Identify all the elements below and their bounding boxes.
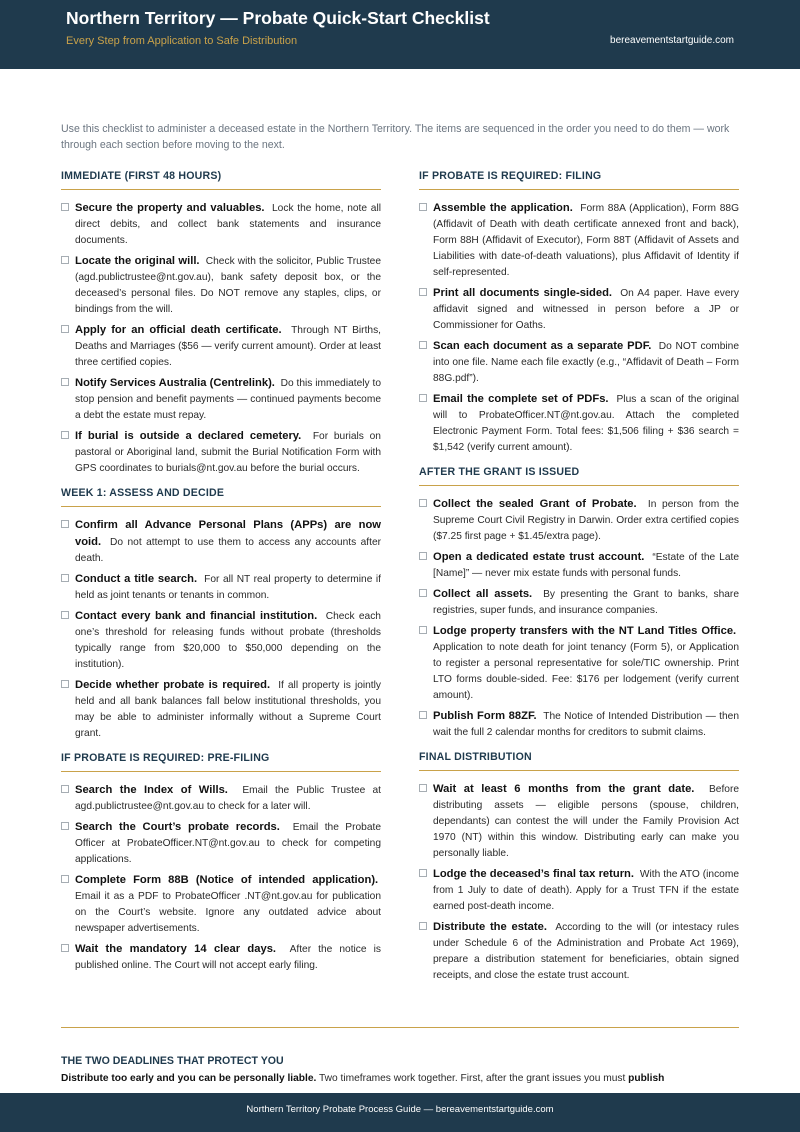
item-title: Collect all assets. [433, 588, 533, 600]
item-text: In person from the Supreme Court Civil Registry in Darwin. Order extra certified copies ($7.25 first page + $1.45/extra page). [433, 499, 739, 542]
checklist-item [61, 571, 381, 604]
item-title: Complete Form 88B (Notice of intended application). [75, 874, 379, 886]
item-text: The Notice of Intended Distribution — then wait the full 2 calendar months for creditors to submit claims. [433, 711, 739, 738]
item-text: After the notice is published online. The Court will not accept early filing. [75, 944, 381, 971]
checklist-item [61, 677, 381, 742]
checklist-item [419, 623, 739, 704]
checkbox[interactable] [419, 394, 427, 402]
deadlines-body: Two timeframes work together. First, after the grant issues you must [318, 1073, 626, 1084]
item-title: Wait the mandatory 14 clear days. [75, 943, 277, 955]
deadlines-heading: THE TWO DEADLINES THAT PROTECT YOU [61, 1055, 284, 1067]
checklist-item [419, 586, 739, 619]
item-text: Form 88A (Application), Form 88G (Affidavit of Death with death certificate annexed front and back), Form 88H (Affidavit of Executor), Form 88T (Affidavit of Assets and Liabilities with date-of-death valuations), plus Affidavit of Identity if self-represented. [433, 203, 739, 278]
item-text: Before distributing assets — eligible persons (spouse, children, dependants) can contest the will under the Family Provision Act 1970 (NT) within this window. Distributing early can make you personally liable. [433, 784, 739, 859]
checklist-item [61, 253, 381, 318]
item-text: By presenting the Grant to banks, share registries, super funds, and insurance companies. [433, 589, 739, 616]
checklist-item [61, 375, 381, 424]
item-text: Plus a scan of the original will to ProbateOfficer.NT@nt.gov.au. Attach the completed Electronic Payment Form. Total fees: $1,506 filing + $36 search = $1,542 (verify current amount). [433, 394, 739, 453]
section-heading: IF PROBATE IS REQUIRED: PRE-FILING [61, 752, 381, 772]
item-title: Lodge property transfers with the NT Land Titles Office. [433, 625, 737, 637]
page-subtitle: Every Step from Application to Safe Distribution [66, 35, 298, 47]
intro-text: Use this checklist to administer a deceased estate in the Northern Territory. The items are sequenced in the order you need to do them — work through each section before moving to the next. [61, 123, 730, 151]
item-title: Conduct a title search. [75, 573, 198, 585]
checkbox[interactable] [419, 626, 427, 634]
right-column [419, 170, 739, 994]
deadlines-strong: Distribute too early and you can be personally liable. [61, 1073, 317, 1084]
item-title: Apply for an official death certificate. [75, 324, 282, 336]
section-divider [61, 1027, 739, 1028]
item-text: Email the Public Trustee at agd.publictrustee@nt.gov.au to check for a later will. [75, 785, 381, 812]
deadlines-text [61, 1073, 741, 1084]
checklist-item [419, 781, 739, 862]
checklist-item [419, 919, 739, 984]
checkbox[interactable] [61, 520, 69, 528]
checkbox[interactable] [61, 431, 69, 439]
checklist-section [61, 487, 381, 742]
item-title: Publish Form 88ZF. [433, 710, 537, 722]
page-title: Northern Territory — Probate Quick-Start Checklist [66, 8, 490, 28]
checklist-item [419, 708, 739, 741]
checklist-item [61, 200, 381, 249]
checklist-item [61, 517, 381, 567]
item-title: Scan each document as a separate PDF. [433, 340, 652, 352]
checkbox[interactable] [61, 785, 69, 793]
checkbox[interactable] [61, 378, 69, 386]
checkbox[interactable] [61, 203, 69, 211]
checklist-item [61, 322, 381, 371]
section-heading: AFTER THE GRANT IS ISSUED [419, 466, 739, 486]
checklist-item [61, 608, 381, 673]
item-title: Print all documents single-sided. [433, 287, 613, 299]
checklist-item [61, 819, 381, 868]
item-text: With the ATO (income from 1 July to date of death). Apply for a Trust TFN if the estate earned post-death income. [433, 869, 739, 912]
item-text: Check each one’s threshold for releasing funds without probate (thresholds typically range from $20,000 to $50,000 depending on the institution). [75, 611, 381, 670]
item-title: If burial is outside a declared cemetery. [75, 430, 302, 442]
item-text: Do this immediately to stop pension and benefit payments — continued payments become a debt the estate must repay. [75, 378, 381, 421]
item-title: Confirm all Advance Personal Plans (APPs) are now void. [75, 519, 381, 548]
section-heading: WEEK 1: ASSESS AND DECIDE [61, 487, 381, 507]
checkbox[interactable] [61, 680, 69, 688]
item-text: For burials on pastoral or Aboriginal land, submit the Burial Notification Form with GPS coordinates to burials@nt.gov.au before the burial occurs. [75, 431, 381, 474]
page-header [0, 0, 800, 69]
checkbox[interactable] [419, 869, 427, 877]
checkbox[interactable] [419, 288, 427, 296]
checkbox[interactable] [61, 325, 69, 333]
item-title: Open a dedicated estate trust account. [433, 551, 645, 563]
item-title: Search the Index of Wills. [75, 784, 228, 796]
deadlines-tail: publish [628, 1073, 665, 1084]
item-title: Search the Court’s probate records. [75, 821, 280, 833]
item-text: Do not attempt to use them to access any accounts after death. [75, 537, 381, 564]
checkbox[interactable] [61, 256, 69, 264]
checklist-section [419, 751, 739, 984]
item-title: Secure the property and valuables. [75, 202, 265, 214]
checklist-item [419, 338, 739, 387]
item-text: Check with the solicitor, Public Trustee (agd.publictrustee@nt.gov.au), bank safety deposit box, or the deceased’s personal files. Do NOT remove any staples, clips, or bindings from the will. [75, 256, 382, 315]
page-footer [0, 1093, 800, 1132]
checklist-section [419, 170, 739, 456]
item-title: Distribute the estate. [433, 921, 547, 933]
checkbox[interactable] [419, 589, 427, 597]
item-title: Collect the sealed Grant of Probate. [433, 498, 637, 510]
item-title: Notify Services Australia (Centrelink). [75, 377, 275, 389]
checkbox[interactable] [419, 552, 427, 560]
checklist-item [419, 549, 739, 582]
item-text: On A4 paper. Have every affidavit signed and witnessed in person before a JP or Commissioner for Oaths. [433, 288, 739, 331]
item-text: Email it as a PDF to ProbateOfficer .NT@nt.gov.au for publication on the Court’s website. Ignore any outdated advice about newspaper advertisements. [75, 891, 381, 934]
item-title: Assemble the application. [433, 202, 573, 214]
checklist-section [419, 466, 739, 741]
checklist-item [61, 941, 381, 974]
checklist-item [61, 428, 381, 477]
checkbox[interactable] [61, 611, 69, 619]
checkbox[interactable] [61, 944, 69, 952]
section-heading: IMMEDIATE (FIRST 48 HOURS) [61, 170, 381, 190]
checkbox[interactable] [419, 784, 427, 792]
item-text: According to the will (or intestacy rules under Schedule 6 of the Administration and Probate Act 1969), prepare a distribution statement for beneficiaries, obtain signed receipts, and close the estate trust account. [433, 922, 739, 981]
checklist-section [61, 170, 381, 477]
item-text: For all NT real property to determine if held as joint tenants or tenants in common. [75, 574, 381, 601]
item-text: Through NT Births, Deaths and Marriages ($56 — verify current amount). Order at least three certified copies. [75, 325, 381, 368]
checklist-item [61, 782, 381, 815]
checkbox[interactable] [419, 711, 427, 719]
item-text: Do NOT combine into one file. Name each file exactly (e.g., “Affidavit of Death – Form 88G.pdf”). [433, 341, 739, 384]
checklist-item [419, 391, 739, 456]
section-heading: IF PROBATE IS REQUIRED: FILING [419, 170, 739, 190]
checkbox[interactable] [419, 922, 427, 930]
checklist-item [419, 496, 739, 545]
section-heading: FINAL DISTRIBUTION [419, 751, 739, 771]
checkbox[interactable] [61, 574, 69, 582]
item-text: “Estate of the Late [Name]” — never mix estate funds with personal funds. [433, 552, 739, 579]
checkbox[interactable] [61, 875, 69, 883]
item-title: Decide whether probate is required. [75, 679, 271, 691]
item-title: Email the complete set of PDFs. [433, 393, 609, 405]
checklist-item [419, 285, 739, 334]
item-text: Lock the home, note all direct debits, and collect bank statements and insurance documents. [75, 203, 381, 246]
checkbox[interactable] [419, 499, 427, 507]
checklist-item [61, 872, 381, 937]
checklist-item [419, 200, 739, 281]
footer-text: Northern Territory Probate Process Guide — bereavementstartguide.com [246, 1104, 554, 1115]
item-title: Locate the original will. [75, 255, 200, 267]
item-text: Email the Probate Officer at ProbateOfficer.NT@nt.gov.au to check for competing applications. [75, 822, 381, 865]
item-title: Lodge the deceased’s final tax return. [433, 868, 635, 880]
checkbox[interactable] [419, 203, 427, 211]
item-title: Wait at least 6 months from the grant date. [433, 783, 695, 795]
item-title: Contact every bank and financial institution. [75, 610, 318, 622]
item-text: If all property is jointly held and all bank balances fall below institutional thresholds, you may be able to administer informally without a Supreme Court grant. [75, 680, 381, 739]
site-link[interactable]: bereavementstartguide.com [610, 35, 734, 46]
item-text: Application to note death for joint tenancy (Form 5), or Application to register a personal representative for sole/TIC ownership. Print LTO forms double-sided. Fee: $176 per lodgement (verify current amount). [433, 642, 739, 701]
checkbox[interactable] [419, 341, 427, 349]
checkbox[interactable] [61, 822, 69, 830]
left-column [61, 170, 381, 984]
checklist-item [419, 866, 739, 915]
checklist-section [61, 752, 381, 974]
